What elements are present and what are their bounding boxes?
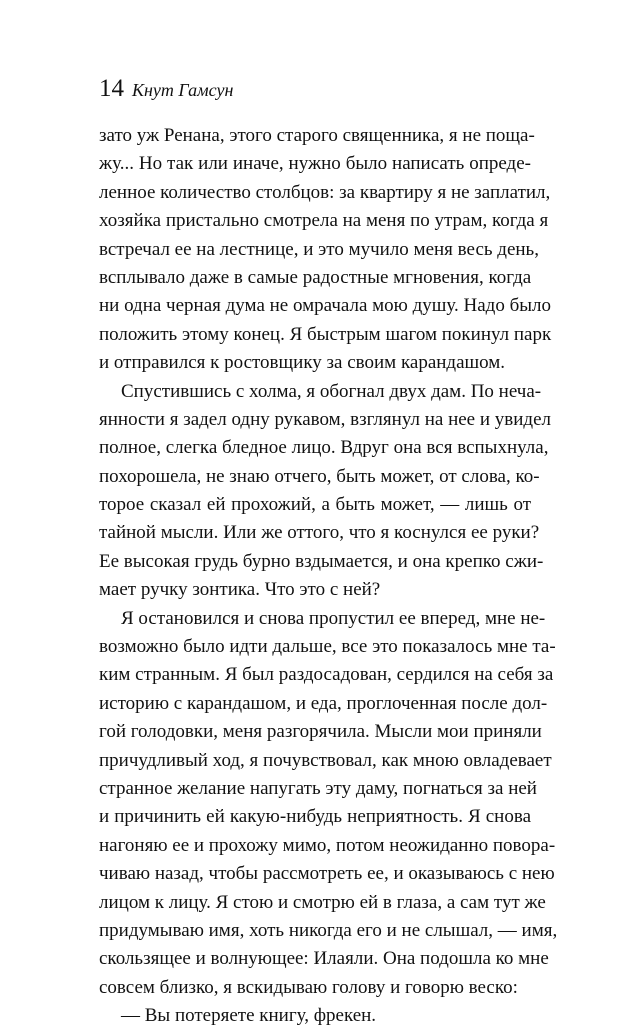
text-line: причудливый ход, я почувствовал, как мною овладевает — [99, 749, 552, 771]
paragraph-first-line: Спустившись с холма, я обогнал двух дам. По неча- — [121, 380, 542, 402]
text-line: возможно было идти дальше, все это показалось мне та- — [99, 636, 556, 658]
text-line: хозяйка пристально смотрела на меня по утрам, когда я — [99, 210, 549, 232]
text-line: придумываю имя, хоть никогда его и не слышал, — имя, — [99, 919, 558, 941]
text-line: ким странным. Я был раздосадован, сердился на себя за — [99, 664, 554, 686]
text-line: янности я задел одну рукавом, взглянул на нее и увидел — [99, 408, 551, 430]
running-title: Кнут Гамсун — [132, 80, 234, 100]
text-line: и отправился к ростовщику за своим карандашом. — [99, 352, 506, 374]
text-line: скользящее и волнующее: Илаяли. Она подошла ко мне — [99, 948, 549, 970]
text-line: Ее высокая грудь бурно вздымается, и она крепко сжи- — [99, 550, 544, 572]
text-line: зато уж Ренана, этого старого священника, я не поща- — [99, 125, 535, 146]
text-line: лицом к лицу. Я стою и смотрю ей в глаза, а сам тут же — [99, 891, 546, 913]
text-line: всплывало даже в самые радостные мгновения, когда — [99, 266, 532, 288]
text-line: мает ручку зонтика. Что это с ней? — [99, 579, 381, 601]
text-line: жу... Но так или иначе, нужно было написать опреде- — [99, 153, 531, 175]
body-text — [99, 122, 558, 1031]
text-line: историю с карандашом, и еда, проглоченная после дол- — [99, 692, 548, 714]
text-line: нагоняю ее и прохожу мимо, потом неожиданно повора- — [99, 834, 556, 856]
text-line: гой голодовки, меня разгорячила. Мысли мои приняли — [99, 721, 542, 743]
text-line: полное, слегка бледное лицо. Вдруг она вся вспыхнула, — [99, 437, 549, 459]
paragraph-first-line: Я остановился и снова пропустил ее вперед, мне не- — [121, 607, 546, 629]
page-header — [99, 76, 233, 101]
page-number: 14 — [99, 75, 124, 102]
text-line: тайной мысли. Или же оттого, что я коснулся ее руки? — [99, 522, 540, 544]
dialogue-line: — Вы потеряете книгу, фрекен. — [121, 1005, 377, 1027]
text-line: торое сказал ей прохожий, а быть может, — лишь от — [99, 494, 531, 516]
text-line: ни одна черная дума не омрачала мою душу. Надо было — [99, 295, 551, 317]
text-line: похорошела, не знаю отчего, быть может, от слова, ко- — [99, 465, 540, 487]
text-line: положить этому конец. Я быстрым шагом покинул парк — [99, 323, 552, 345]
text-line: ленное количество столбцов: за квартиру я не заплатил, — [99, 181, 551, 203]
text-line: чиваю назад, чтобы рассмотреть ее, и оказываюсь с нею — [99, 863, 555, 885]
text-line: и причинить ей какую-нибудь неприятность. Я снова — [99, 806, 531, 828]
text-line: странное желание напугать эту даму, погнаться за ней — [99, 777, 537, 799]
text-line: встречал ее на лестнице, и это мучило меня весь день, — [99, 238, 539, 260]
text-line: совсем близко, я вскидываю голову и говорю веско: — [99, 976, 518, 998]
